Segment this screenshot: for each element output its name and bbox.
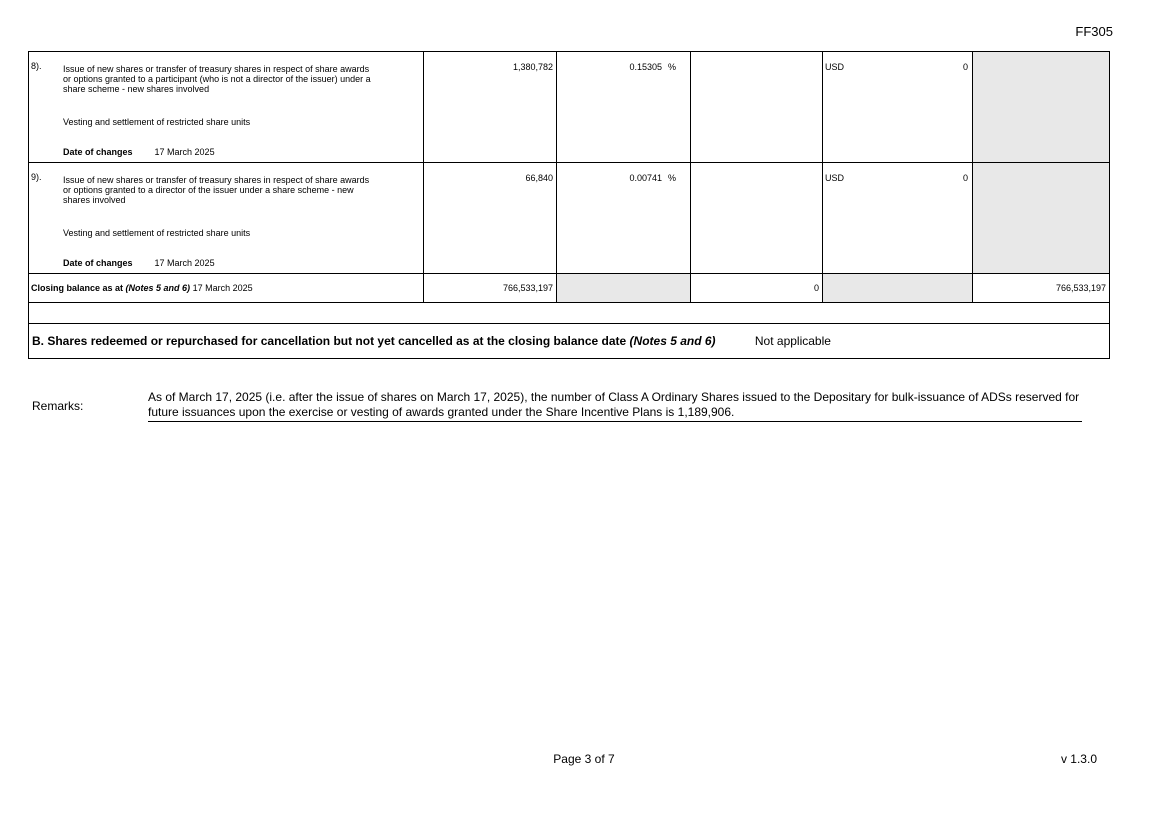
table-row [29, 52, 1110, 163]
shares-issued: 66,840 [424, 163, 557, 274]
currency-cell [823, 163, 973, 274]
closing-shares: 766,533,197 [424, 274, 557, 303]
closing-total: 766,533,197 [973, 274, 1110, 303]
closing-balance-date: 17 March 2025 [192, 283, 253, 293]
row-description: Issue of new shares or transfer of treasury shares in respect of share awards or options granted to a participant (who is not a director of the issuer) under a share scheme - new shares involved [63, 64, 371, 94]
row-sub-description: Vesting and settlement of restricted share units [63, 117, 251, 127]
row-description: Issue of new shares or transfer of treasury shares in respect of share awards or options granted to a director of the issuer under a share scheme - new shares involved [63, 175, 370, 205]
section-b-title: B. Shares redeemed or repurchased for cancellation but not yet cancelled as at the closing balance date [32, 334, 627, 348]
closing-balance-label: Closing balance as at [31, 283, 124, 293]
section-b-cell [29, 324, 1110, 359]
date-of-changes [63, 147, 215, 157]
section-b-notes: (Notes 5 and 6) [629, 334, 716, 348]
date-value: 17 March 2025 [154, 147, 215, 157]
row-description-cell [29, 52, 424, 163]
grey-cell [823, 274, 973, 303]
grey-cell [973, 163, 1110, 274]
date-label: Date of changes [63, 258, 133, 268]
row-sub-description: Vesting and settlement of restricted share units [63, 228, 251, 238]
closing-balance-row [29, 274, 1110, 303]
remarks-label: Remarks: [32, 399, 84, 413]
section-b-row [29, 324, 1110, 359]
empty-cell [691, 163, 823, 274]
empty-cell [691, 52, 823, 163]
percentage-value: 0.00741 [629, 173, 662, 183]
spacer-cell [29, 303, 1110, 324]
amount: 0 [962, 173, 968, 183]
grey-cell [557, 274, 691, 303]
amount: 0 [962, 62, 968, 72]
row-number: 8). [31, 61, 42, 71]
form-id: FF305 [1075, 24, 1113, 39]
spacer-row [29, 303, 1110, 324]
percentage-unit: % [668, 62, 677, 72]
date-label: Date of changes [63, 147, 133, 157]
closing-treasury: 0 [691, 274, 823, 303]
row-description-cell [29, 163, 424, 274]
currency: USD [825, 173, 845, 183]
share-changes-table [28, 51, 1110, 359]
section-b-value: Not applicable [754, 334, 831, 348]
currency: USD [825, 62, 845, 72]
date-value: 17 March 2025 [154, 258, 215, 268]
version: v 1.3.0 [1060, 752, 1097, 766]
grey-cell [973, 52, 1110, 163]
percentage-cell [557, 163, 691, 274]
percentage-value: 0.15305 [629, 62, 662, 72]
percentage-cell [557, 52, 691, 163]
shares-issued: 1,380,782 [424, 52, 557, 163]
closing-balance-notes: (Notes 5 and 6) [125, 283, 191, 293]
percentage-unit: % [668, 173, 677, 183]
row-number: 9). [31, 172, 42, 182]
page-number: Page 3 of 7 [553, 752, 615, 766]
remarks-text: As of March 17, 2025 (i.e. after the issue of shares on March 17, 2025), the number of Class A Ordinary Shares issued to the Depositary for bulk-issuance of ADSs reserved for future issuances upon the exercise or vesting of awards granted under the Share Incentive Plans is 1,189,906. [148, 390, 1082, 422]
table-row [29, 163, 1110, 274]
date-of-changes [63, 258, 215, 268]
closing-balance-label-cell [29, 274, 424, 303]
currency-cell [823, 52, 973, 163]
